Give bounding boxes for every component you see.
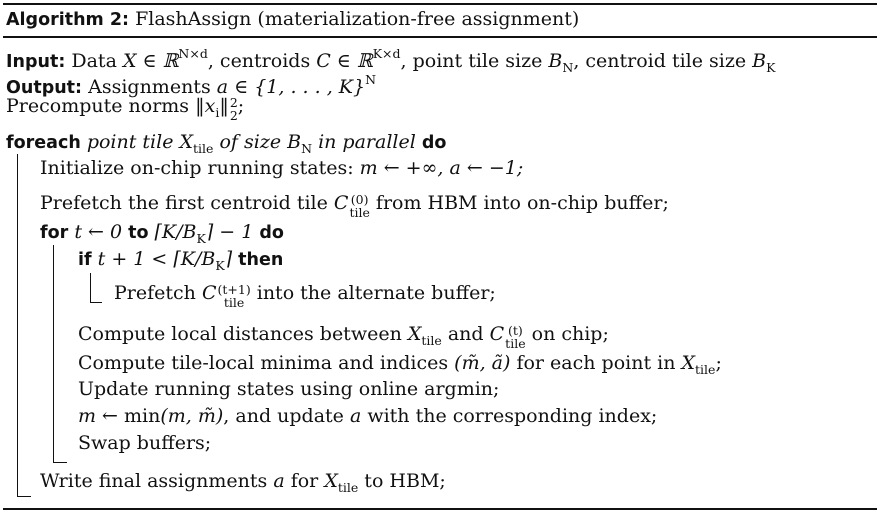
compute-math: X bbox=[407, 323, 422, 345]
algorithm-label: Algorithm 2: bbox=[6, 10, 130, 30]
input-math-sub: K bbox=[766, 60, 776, 75]
input-math: B bbox=[548, 50, 563, 72]
swap-text: Swap buffers; bbox=[78, 432, 212, 454]
input-text: , centroid tile size bbox=[573, 50, 753, 72]
if-math: t + 1 < ⌈K/B bbox=[97, 248, 216, 270]
mupdate-text: with the corresponding index; bbox=[361, 405, 658, 427]
if-line bbox=[78, 246, 283, 279]
init-line bbox=[40, 155, 523, 181]
precompute-math: ‖x bbox=[195, 95, 216, 117]
if-math-sub: K bbox=[215, 258, 225, 273]
to-keyword: to bbox=[128, 223, 149, 243]
for-math: ⌈K/B bbox=[148, 221, 197, 243]
for-do-keyword: do bbox=[259, 223, 284, 243]
top-rule bbox=[3, 3, 877, 5]
for-keyword: for bbox=[40, 223, 69, 243]
foreach-math-sub: tile bbox=[193, 141, 214, 156]
input-text: , centroids bbox=[207, 50, 317, 72]
prefetch-text: from HBM into on-chip buffer; bbox=[369, 192, 669, 214]
then-keyword: then bbox=[238, 250, 284, 270]
mupdate-text: min bbox=[124, 405, 161, 427]
update-text: Update running states using online argmin; bbox=[78, 378, 500, 400]
write-math: X bbox=[324, 470, 338, 492]
precompute-sup: 2 bbox=[229, 95, 238, 110]
for-math-sub: K bbox=[196, 231, 206, 246]
compute-text: Compute local distances between bbox=[78, 323, 408, 345]
write-math-sub: tile bbox=[337, 480, 359, 495]
caption-rule bbox=[3, 36, 877, 38]
init-math: m ← +∞, a ← −1; bbox=[359, 157, 524, 179]
mupdate-math: a bbox=[349, 405, 362, 427]
init-text: Initialize on-chip running states: bbox=[40, 157, 360, 179]
altbuf-line bbox=[114, 280, 496, 309]
foreach-do-keyword: do bbox=[421, 133, 447, 153]
altbuf-sup: (t+1) bbox=[217, 282, 251, 297]
foreach-scope-end bbox=[17, 496, 31, 497]
foreach-math-sub: N bbox=[301, 141, 313, 156]
output-text: Assignments bbox=[88, 76, 217, 98]
foreach-text: of size bbox=[213, 131, 288, 153]
write-text: to HBM; bbox=[358, 470, 446, 492]
altbuf-math: C bbox=[201, 282, 217, 304]
foreach-keyword: foreach bbox=[6, 133, 81, 153]
compute-math: C bbox=[489, 323, 505, 345]
precompute-math-sub: i bbox=[215, 105, 220, 120]
for-scope-bar bbox=[53, 245, 54, 463]
compute-text: and bbox=[441, 323, 490, 345]
algorithm-caption bbox=[6, 6, 579, 33]
minima-text: for each point in bbox=[510, 352, 682, 374]
mupdate-math: m ← bbox=[78, 405, 125, 427]
precompute-math: ‖ bbox=[219, 95, 229, 117]
input-math-sup: K×d bbox=[372, 46, 401, 61]
mupdate-line bbox=[78, 403, 657, 429]
prefetch-line bbox=[40, 190, 669, 219]
input-text: Data bbox=[71, 50, 123, 72]
write-text: Write final assignments bbox=[40, 470, 274, 492]
precompute-norm-scripts bbox=[230, 96, 238, 122]
swap-line bbox=[78, 430, 211, 456]
write-line bbox=[40, 468, 446, 501]
output-math: a ∈ {1, . . . , K} bbox=[216, 76, 366, 98]
foreach-text: point tile bbox=[86, 131, 180, 153]
input-math-sup: N×d bbox=[178, 46, 208, 61]
if-keyword: if bbox=[78, 250, 92, 270]
write-text: for bbox=[284, 470, 325, 492]
minima-end: ; bbox=[715, 352, 722, 374]
prefetch-math: C bbox=[333, 192, 349, 214]
foreach-scope-bar bbox=[17, 154, 18, 497]
precompute-end: ; bbox=[237, 95, 245, 117]
compute-sup: (t) bbox=[507, 323, 523, 338]
precompute-text: Precompute norms bbox=[6, 95, 196, 117]
precompute-sub: 2 bbox=[229, 108, 238, 123]
input-keyword: Input: bbox=[6, 52, 66, 72]
foreach-text: in parallel bbox=[312, 131, 422, 153]
compute-text: on chip; bbox=[525, 323, 609, 345]
algorithm-title: FlashAssign (materialization-free assignment) bbox=[135, 8, 580, 30]
altbuf-text: Prefetch bbox=[114, 282, 202, 304]
if-scope-bar bbox=[90, 273, 91, 303]
foreach-math: B bbox=[287, 131, 302, 153]
for-scope-end bbox=[53, 462, 67, 463]
compute-scripts bbox=[505, 324, 525, 350]
compute-math-sub: tile bbox=[421, 333, 442, 348]
for-math: ⌉ − 1 bbox=[205, 221, 260, 243]
update-line bbox=[78, 376, 499, 402]
altbuf-scripts bbox=[218, 283, 251, 309]
input-math: X ∈ ℝ bbox=[122, 50, 179, 72]
prefetch-scripts bbox=[349, 193, 369, 219]
if-math: ⌉ bbox=[224, 248, 239, 270]
output-keyword: Output: bbox=[6, 78, 83, 98]
minima-text: Compute tile-local minima and indices bbox=[78, 352, 455, 374]
input-math: B bbox=[752, 50, 767, 72]
altbuf-text: into the alternate buffer; bbox=[250, 282, 496, 304]
foreach-math: X bbox=[179, 131, 194, 153]
write-math: a bbox=[273, 470, 285, 492]
compute-sub: tile bbox=[505, 336, 526, 351]
minima-math: X bbox=[681, 352, 696, 374]
if-scope-end bbox=[90, 302, 102, 303]
altbuf-sub: tile bbox=[223, 295, 245, 310]
prefetch-sup: (0) bbox=[350, 192, 369, 207]
mupdate-text: , and update bbox=[223, 405, 350, 427]
input-math-sub: N bbox=[562, 60, 574, 75]
precompute-line bbox=[6, 93, 244, 126]
for-math: t ← 0 bbox=[74, 221, 129, 243]
minima-math: (m̃, ã) bbox=[454, 352, 511, 374]
output-math-sup: N bbox=[365, 72, 376, 87]
input-math: C ∈ ℝ bbox=[316, 50, 373, 72]
mupdate-math: (m, m̃) bbox=[160, 405, 224, 427]
prefetch-sub: tile bbox=[349, 205, 370, 220]
minima-math-sub: tile bbox=[695, 362, 716, 377]
input-text: , point tile size bbox=[400, 50, 549, 72]
bottom-rule bbox=[3, 508, 877, 510]
prefetch-text: Prefetch the first centroid tile bbox=[40, 192, 334, 214]
